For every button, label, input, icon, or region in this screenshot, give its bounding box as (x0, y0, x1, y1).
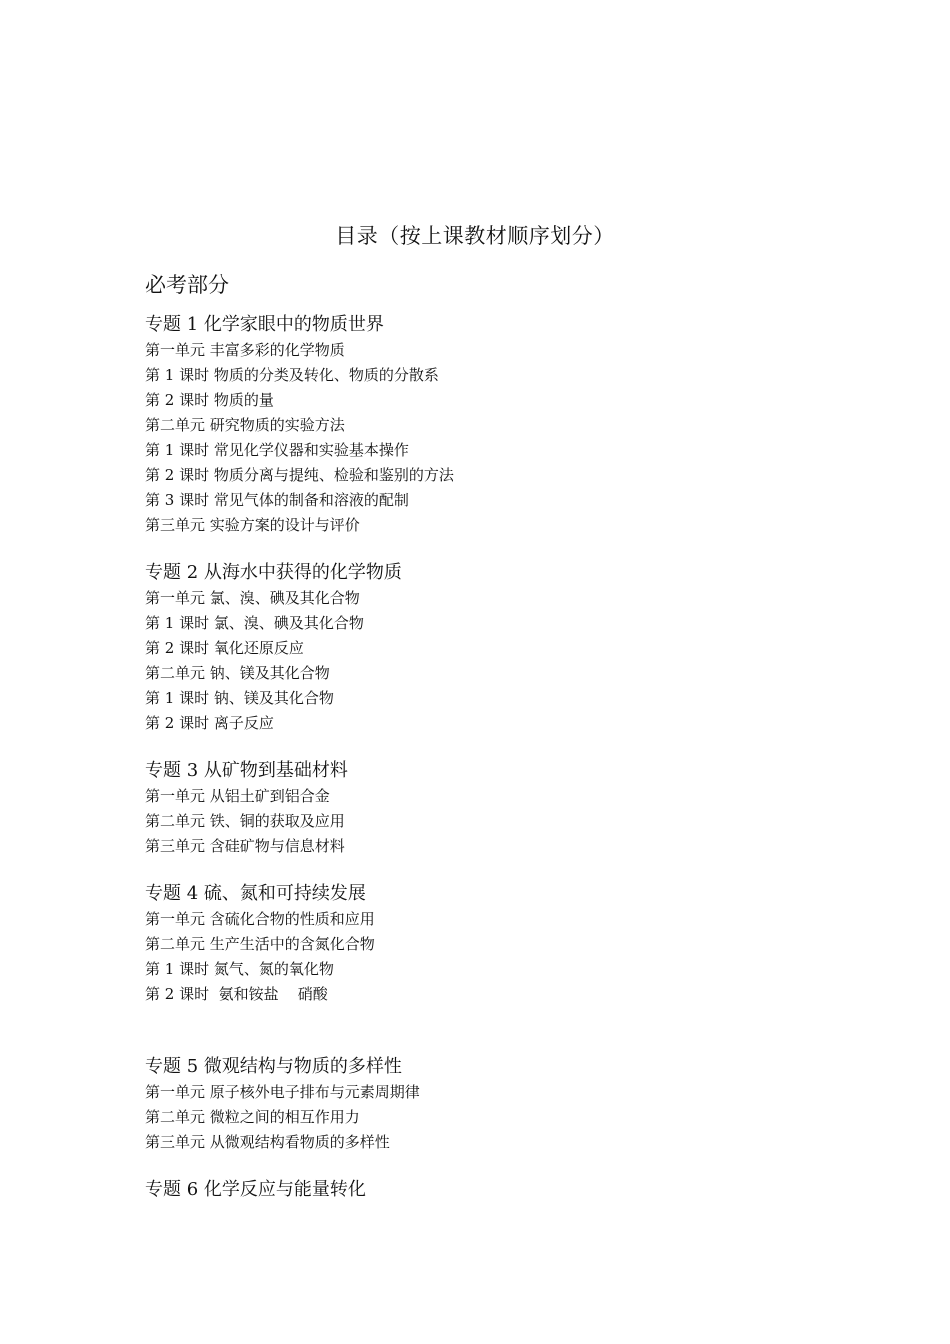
toc-entry: 第 3 课时 常见气体的制备和溶液的配制 (145, 491, 409, 509)
toc-entry: 第三单元 含硅矿物与信息材料 (145, 837, 345, 855)
toc-entry: 第一单元 含硫化合物的性质和应用 (145, 910, 375, 928)
spacer (145, 538, 845, 560)
toc-entry: 第二单元 研究物质的实验方法 (145, 416, 345, 434)
toc-entry: 第 1 课时 氯、溴、碘及其化合物 (145, 614, 364, 632)
toc-entry: 第一单元 氯、溴、碘及其化合物 (145, 589, 360, 607)
toc-entry: 第二单元 微粒之间的相互作用力 (145, 1108, 360, 1126)
toc-entry: 第三单元 从微观结构看物质的多样性 (145, 1133, 390, 1151)
toc-entry: 第 1 课时 常见化学仪器和实验基本操作 (145, 441, 409, 459)
topic-title: 专题 3 从矿物到基础材料 (145, 760, 348, 781)
toc-entry: 第 2 课时 氧化还原反应 (145, 639, 304, 657)
topic-5 (145, 1054, 845, 1155)
topic-1 (145, 312, 845, 538)
section-heading: 必考部分 (145, 273, 229, 297)
page-title: 目录（按上课教材顺序划分） (335, 224, 615, 248)
topic-title: 专题 5 微观结构与物质的多样性 (145, 1056, 402, 1077)
topic-6 (145, 1177, 845, 1203)
topic-title: 专题 4 硫、氮和可持续发展 (145, 883, 366, 904)
toc-entry: 第一单元 丰富多彩的化学物质 (145, 341, 345, 359)
topic-title: 专题 1 化学家眼中的物质世界 (145, 314, 384, 335)
topic-title: 专题 6 化学反应与能量转化 (145, 1179, 366, 1200)
toc-entry: 第 1 课时 氮气、氮的氧化物 (145, 960, 334, 978)
toc-entry: 第 2 课时 物质的量 (145, 391, 274, 409)
spacer (145, 859, 845, 881)
toc-entry: 第 2 课时 离子反应 (145, 714, 274, 732)
table-of-contents (145, 312, 845, 1203)
toc-entry: 第二单元 生产生活中的含氮化合物 (145, 935, 375, 953)
toc-entry: 第二单元 铁、铜的获取及应用 (145, 812, 345, 830)
toc-entry: 第一单元 从铝土矿到铝合金 (145, 787, 330, 805)
toc-entry: 第 1 课时 钠、镁及其化合物 (145, 689, 334, 707)
topic-3 (145, 758, 845, 859)
toc-entry: 第三单元 实验方案的设计与评价 (145, 516, 360, 534)
topic-4 (145, 881, 845, 1007)
toc-entry: 第一单元 原子核外电子排布与元素周期律 (145, 1083, 420, 1101)
toc-entry: 第 1 课时 物质的分类及转化、物质的分散系 (145, 366, 439, 384)
toc-entry: 第二单元 钠、镁及其化合物 (145, 664, 330, 682)
spacer (145, 1007, 845, 1054)
toc-entry: 第 2 课时 氨和铵盐 硝酸 (145, 985, 328, 1003)
topic-title: 专题 2 从海水中获得的化学物质 (145, 562, 402, 583)
spacer (145, 1155, 845, 1177)
spacer (145, 736, 845, 758)
toc-entry: 第 2 课时 物质分离与提纯、检验和鉴别的方法 (145, 466, 454, 484)
topic-2 (145, 560, 845, 736)
